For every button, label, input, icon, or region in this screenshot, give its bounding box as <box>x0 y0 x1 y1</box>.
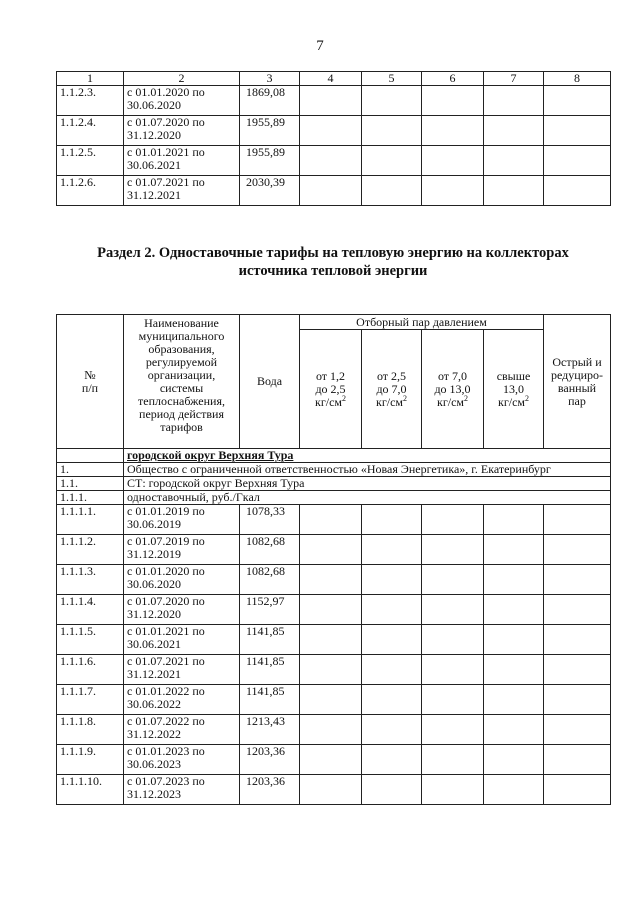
row-water-value: 1213,43 <box>240 715 300 745</box>
row-water-value: 1078,33 <box>240 505 300 535</box>
row-period-line-1: с 01.07.2021 по <box>127 654 205 668</box>
row-number: 1.1.1.3. <box>57 565 124 595</box>
empty-cell <box>300 565 362 595</box>
table2-row <box>57 745 611 775</box>
table2-row <box>57 655 611 685</box>
col-number-line-2: п/п <box>81 380 99 395</box>
row-period <box>124 176 240 206</box>
row-number: 1.1.1.2. <box>57 535 124 565</box>
empty-cell <box>484 745 544 775</box>
row-number: 1.1.2.4. <box>57 116 124 146</box>
row-number: 1.1.2.6. <box>57 176 124 206</box>
empty-cell <box>544 715 611 745</box>
steam-range-to: до 7,0 <box>376 381 407 396</box>
column-number-row <box>57 72 611 86</box>
column-number-2: 2 <box>124 72 240 86</box>
steam-unit: $кг/см^2$ <box>375 393 407 409</box>
empty-cell <box>422 685 484 715</box>
row-period <box>124 146 240 176</box>
row-water-value: 1141,85 <box>240 625 300 655</box>
steam-range-to: до 2,5 <box>315 381 346 396</box>
row-period-line-1: с 01.07.2020 по <box>127 115 205 129</box>
empty-cell <box>422 146 484 176</box>
row-period <box>124 565 240 595</box>
row-period <box>124 535 240 565</box>
col-name-line-4: регулируемой <box>145 355 218 369</box>
row-period <box>124 116 240 146</box>
col-number-header <box>57 315 124 449</box>
col-sharp-line-2: редуциро- <box>550 367 604 382</box>
steam-range-from: от 1,2 <box>315 368 346 383</box>
empty-cell <box>362 535 422 565</box>
empty-cell <box>484 535 544 565</box>
table2-row <box>57 715 611 745</box>
row-number: 1.1.1.1. <box>57 505 124 535</box>
tariff-number: 1.1.1. <box>57 491 124 505</box>
empty-cell <box>544 86 611 116</box>
row-number: 1.1.1.6. <box>57 655 124 685</box>
empty-cell <box>422 745 484 775</box>
column-number-1: 1 <box>57 72 124 86</box>
section-title-line-1: Раздел 2. Одноставочные тарифы на тепловую энергию на коллекторах <box>97 245 569 261</box>
col-sharp-steam-header <box>544 315 611 449</box>
empty-cell <box>300 745 362 775</box>
steam-unit-sup: 2 <box>464 393 468 403</box>
row-period-line-2: 31.12.2021 <box>127 667 181 681</box>
empty-cell <box>422 595 484 625</box>
empty-cell <box>362 715 422 745</box>
steam-unit: $кг/см^2$ <box>436 393 468 409</box>
empty-cell <box>422 505 484 535</box>
row-period-line-1: с 01.07.2020 по <box>127 594 205 608</box>
col-name-line-6: системы <box>159 381 204 395</box>
row-period-line-1: с 01.01.2019 по <box>127 504 205 518</box>
empty-cell <box>484 86 544 116</box>
empty-cell <box>300 715 362 745</box>
row-period-line-2: 30.06.2020 <box>127 98 181 112</box>
steam-unit-sup: 2 <box>342 393 346 403</box>
table2-row <box>57 505 611 535</box>
empty-cell <box>422 86 484 116</box>
empty-cell <box>422 565 484 595</box>
row-water-value: 1869,08 <box>240 86 300 116</box>
row-number: 1.1.2.3. <box>57 86 124 116</box>
col-sharp-line-3: ванный <box>557 380 597 395</box>
empty-cell <box>362 775 422 805</box>
row-period-line-1: с 01.01.2023 по <box>127 744 205 758</box>
steam-col-header-4 <box>484 330 544 449</box>
empty-cell <box>544 685 611 715</box>
empty-cell <box>422 775 484 805</box>
row-water-value: 1141,85 <box>240 685 300 715</box>
steam-col-header-3 <box>422 330 484 449</box>
steam-unit-sup: 2 <box>403 393 407 403</box>
col-water-header: Вода <box>240 315 300 449</box>
empty-cell <box>362 655 422 685</box>
row-water-value: 1955,89 <box>240 146 300 176</box>
page-number: 7 <box>316 38 324 54</box>
empty-cell <box>484 625 544 655</box>
empty-cell <box>362 176 422 206</box>
empty-cell <box>362 745 422 775</box>
row-number: 1.1.1.9. <box>57 745 124 775</box>
steam-range-from: от 7,0 <box>437 368 468 383</box>
empty-cell <box>300 505 362 535</box>
region-name: городской округ Верхняя Тура <box>124 449 611 463</box>
row-water-value: 1141,85 <box>240 655 300 685</box>
empty-cell <box>544 535 611 565</box>
empty-cell <box>300 595 362 625</box>
row-period <box>124 715 240 745</box>
empty-cell <box>484 685 544 715</box>
row-period-line-2: 30.06.2021 <box>127 637 181 651</box>
row-water-value: 1203,36 <box>240 775 300 805</box>
col-sharp-line-4: пар <box>568 393 586 408</box>
row-water-value: 1955,89 <box>240 116 300 146</box>
row-period <box>124 86 240 116</box>
row-period-line-1: с 01.07.2023 по <box>127 774 205 788</box>
steam-range-to: 13,0 <box>503 381 524 396</box>
column-number-7: 7 <box>484 72 544 86</box>
row-number: 1.1.1.8. <box>57 715 124 745</box>
empty-cell <box>422 116 484 146</box>
col-name-line-9: тарифов <box>160 420 203 434</box>
steam-range-to: до 13,0 <box>434 381 471 396</box>
row-number: 1.1.1.4. <box>57 595 124 625</box>
empty-cell <box>300 775 362 805</box>
empty-cell <box>422 715 484 745</box>
empty-cell <box>544 116 611 146</box>
empty-cell <box>362 595 422 625</box>
empty-cell <box>300 86 362 116</box>
row-period-line-2: 31.12.2021 <box>127 188 181 202</box>
table2-row <box>57 685 611 715</box>
empty-cell <box>544 565 611 595</box>
empty-cell <box>484 655 544 685</box>
row-period <box>124 745 240 775</box>
empty-cell <box>484 775 544 805</box>
empty-cell <box>362 146 422 176</box>
empty-cell <box>300 116 362 146</box>
row-period-line-1: с 01.07.2021 по <box>127 175 205 189</box>
row-period-line-1: с 01.01.2022 по <box>127 684 205 698</box>
empty-cell <box>300 625 362 655</box>
row-period <box>124 655 240 685</box>
row-number: 1.1.1.10. <box>57 775 124 805</box>
row-period-line-2: 31.12.2019 <box>127 547 181 561</box>
row-period-line-1: с 01.07.2019 по <box>127 534 205 548</box>
table1-row <box>57 146 611 176</box>
st-number: 1.1. <box>57 477 124 491</box>
col-name-line-2: муниципального <box>138 329 225 343</box>
table1-row <box>57 86 611 116</box>
steam-col-header-2 <box>362 330 422 449</box>
row-period <box>124 505 240 535</box>
col-name-line-3: образования, <box>148 342 215 356</box>
row-period-line-1: с 01.01.2021 по <box>127 145 205 159</box>
empty-cell <box>484 116 544 146</box>
steam-unit-sup: 2 <box>525 393 529 403</box>
table2-row <box>57 595 611 625</box>
column-number-4: 4 <box>300 72 362 86</box>
empty-cell <box>300 146 362 176</box>
empty-cell <box>484 505 544 535</box>
empty-cell <box>484 565 544 595</box>
empty-cell <box>422 535 484 565</box>
row-period-line-1: с 01.01.2021 по <box>127 624 205 638</box>
row-period <box>124 595 240 625</box>
empty-cell <box>544 655 611 685</box>
empty-cell <box>422 655 484 685</box>
empty-cell <box>300 535 362 565</box>
empty-cell <box>300 685 362 715</box>
section-2-title <box>56 244 610 280</box>
col-name-line-1: Наименование <box>144 316 219 330</box>
empty-cell <box>484 715 544 745</box>
tariff-table-continued <box>56 71 611 206</box>
row-period <box>124 775 240 805</box>
row-period-line-2: 31.12.2023 <box>127 787 181 801</box>
col-name-line-8: период действия <box>139 407 224 421</box>
row-period-line-2: 31.12.2020 <box>127 128 181 142</box>
steam-range-from: свыше <box>496 368 531 383</box>
empty-cell <box>484 146 544 176</box>
empty-cell <box>362 565 422 595</box>
table2-row <box>57 535 611 565</box>
column-number-6: 6 <box>422 72 484 86</box>
empty-cell <box>362 86 422 116</box>
steam-unit: $кг/см^2$ <box>314 393 346 409</box>
row-period-line-2: 30.06.2022 <box>127 697 181 711</box>
row-period-line-2: 30.06.2021 <box>127 158 181 172</box>
st-name: СТ: городской округ Верхняя Тура <box>124 477 611 491</box>
steam-unit: $кг/см^2$ <box>497 393 529 409</box>
row-period <box>124 685 240 715</box>
steam-col-header-1 <box>300 330 362 449</box>
empty-cell <box>300 655 362 685</box>
row-water-value: 1152,97 <box>240 595 300 625</box>
org-name: Общество с ограниченной ответственностью «Новая Энергетика», г. Екатеринбург <box>124 463 611 477</box>
col-sharp-line-1: Острый и <box>552 354 602 369</box>
empty-cell <box>484 176 544 206</box>
row-period-line-2: 31.12.2020 <box>127 607 181 621</box>
column-number-8: 8 <box>544 72 611 86</box>
column-number-5: 5 <box>362 72 422 86</box>
empty-cell <box>300 176 362 206</box>
row-period-line-2: 30.06.2019 <box>127 517 181 531</box>
org-number: 1. <box>57 463 124 477</box>
empty-cell <box>362 116 422 146</box>
row-period-line-2: 30.06.2020 <box>127 577 181 591</box>
row-water-value: 2030,39 <box>240 176 300 206</box>
empty-cell <box>422 625 484 655</box>
empty-cell <box>544 146 611 176</box>
empty-cell <box>544 505 611 535</box>
empty-cell <box>362 685 422 715</box>
section-title-line-2: источника тепловой энергии <box>238 263 428 279</box>
table1-row <box>57 116 611 146</box>
col-number-line-1: № <box>84 367 96 382</box>
steam-range-from: от 2,5 <box>376 368 407 383</box>
tariff-table-continued-body <box>57 72 611 206</box>
empty-cell <box>544 595 611 625</box>
empty-cell <box>544 176 611 206</box>
row-period-line-2: 30.06.2023 <box>127 757 181 771</box>
row-period-line-1: с 01.01.2020 по <box>127 85 205 99</box>
row-water-value: 1082,68 <box>240 535 300 565</box>
col-name-line-7: теплоснабжения, <box>138 394 225 408</box>
empty-cell <box>544 625 611 655</box>
collector-table-body <box>57 449 611 805</box>
column-number-3: 3 <box>240 72 300 86</box>
table2-row <box>57 565 611 595</box>
tariff-name: одноставочный, руб./Гкал <box>124 491 611 505</box>
row-water-value: 1203,36 <box>240 745 300 775</box>
row-period-line-1: с 01.07.2022 по <box>127 714 205 728</box>
empty-cell <box>544 775 611 805</box>
collector-tariff-table <box>56 314 611 805</box>
row-period <box>124 625 240 655</box>
row-period-line-1: с 01.01.2020 по <box>127 564 205 578</box>
row-water-value: 1082,68 <box>240 565 300 595</box>
table2-row <box>57 775 611 805</box>
empty-cell <box>484 595 544 625</box>
table1-row <box>57 176 611 206</box>
row-period-line-2: 31.12.2022 <box>127 727 181 741</box>
row-number: 1.1.1.7. <box>57 685 124 715</box>
row-number: 1.1.2.5. <box>57 146 124 176</box>
col-steam-group-header: Отборный пар давлением <box>300 315 544 330</box>
col-name-header <box>124 315 240 449</box>
empty-cell <box>362 625 422 655</box>
region-number-cell <box>57 449 124 463</box>
empty-cell <box>362 505 422 535</box>
empty-cell <box>544 745 611 775</box>
empty-cell <box>422 176 484 206</box>
table2-row <box>57 625 611 655</box>
collector-table-header <box>57 315 611 449</box>
col-name-line-5: организации, <box>147 368 216 382</box>
row-number: 1.1.1.5. <box>57 625 124 655</box>
